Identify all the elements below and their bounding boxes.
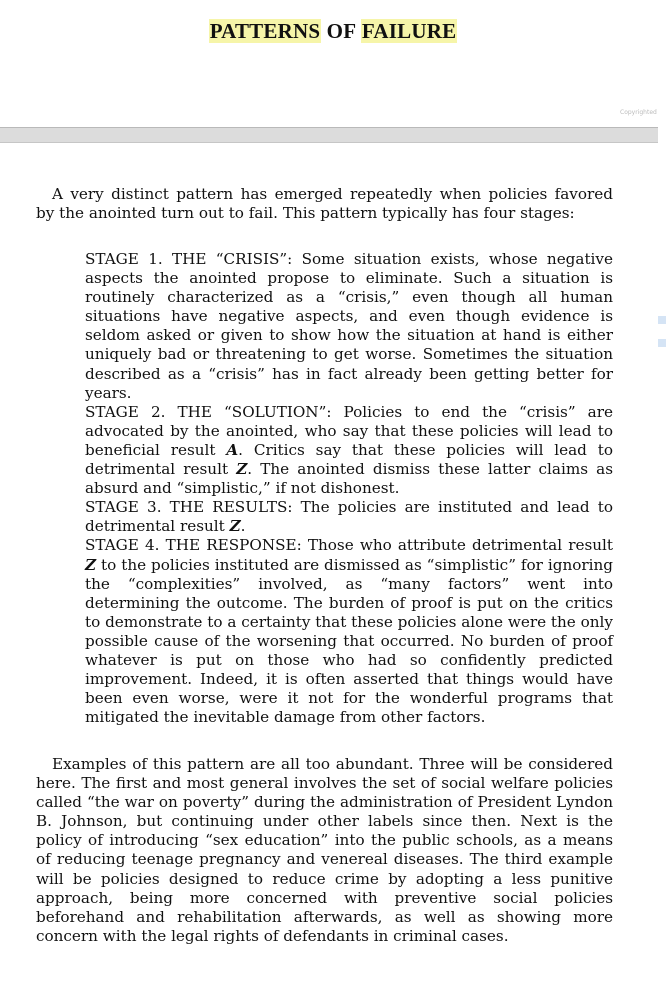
stage-3-text-c: . [240, 517, 246, 536]
result-a: A [226, 440, 239, 459]
title-word-patterns: PATTERNS [209, 19, 321, 43]
result-z: Z [236, 460, 248, 479]
stage-2 [85, 403, 613, 498]
stage-4 [85, 536, 613, 727]
stages-list [85, 250, 613, 727]
stage-1: STAGE 1. THE “CRISIS”: Some situation exists, whose negative aspects the anointed propose to eliminate. Such a situation is routinely characterized as a “crisis,” even though all human situations have negative aspects, and even though evidence is seldom asked or given to show how the situation at hand is either uniquely bad or threatening to get worse. Sometimes the situation described as a “crisis” has in fact already been getting better for years. [85, 250, 613, 402]
scroll-marker[interactable] [658, 339, 666, 347]
result-z: Z [85, 555, 97, 574]
result-z: Z [229, 517, 241, 536]
stage-3 [85, 498, 613, 536]
chapter-title [0, 19, 666, 44]
scroll-marker[interactable] [658, 316, 666, 324]
examples-paragraph [36, 755, 613, 946]
stage-2-text-a: STAGE 2. THE “SOLUTION”: Policies to end the “crisis” are advocated by the anointed, who say that these policies will lead to beneficial result [85, 402, 613, 459]
stage-4-text-a: STAGE 4. THE RESPONSE: Those who attribute detrimental result [85, 536, 613, 555]
page-separator [0, 127, 658, 143]
stage-4-text-c: to the policies instituted are dismissed as “simplistic” for ignoring the “complexities” involved, as “many factors” went into determining the outcome. The burden of proof is put on the critics to demonstrate to a certainty that these policies alone were the only possible cause of the worsening that occurred. No burden of proof whatever is put on those who had so confidently predicted improvement. Indeed, it is often asserted that things would have been even worse, were it not for the wonderful programs that mitigated the inevitable damage from other factors. [85, 555, 613, 727]
title-word-failure: FAILURE [361, 19, 457, 43]
stage-2-text-e: . The anointed dismiss these latter claims as absurd and “simplistic,” if not dishonest. [85, 460, 614, 498]
title-word-of: OF [326, 19, 356, 43]
outro-text: Examples of this pattern are all too abundant. Three will be considered here. The first and most general involves the set of social welfare policies called “the war on poverty” during the administration of President Lyndon B. Johnson, but continuing under other labels since then. Next is the policy of introducing “sex education” into the public schools, as a means of reducing teenage pregnancy and venereal diseases. The third example will be policies designed to reduce crime by adopting a less punitive approach, being more concerned with preventive social policies beforehand and rehabilitation afterwards, as well as showing more concern with the legal rights of defendants in criminal cases. [36, 755, 613, 945]
intro-text: A very distinct pattern has emerged repeatedly when policies favored by the anointed turn out to fail. This pattern typically has four stages: [36, 185, 613, 223]
copyright-watermark: Copyrighted [620, 109, 657, 116]
intro-paragraph [36, 185, 613, 223]
stage-3-text-a: STAGE 3. THE RESULTS: The policies are instituted and lead to detrimental result [85, 498, 613, 536]
stage-2-text-c: . Critics say that these policies will lead to detrimental result [85, 440, 613, 479]
